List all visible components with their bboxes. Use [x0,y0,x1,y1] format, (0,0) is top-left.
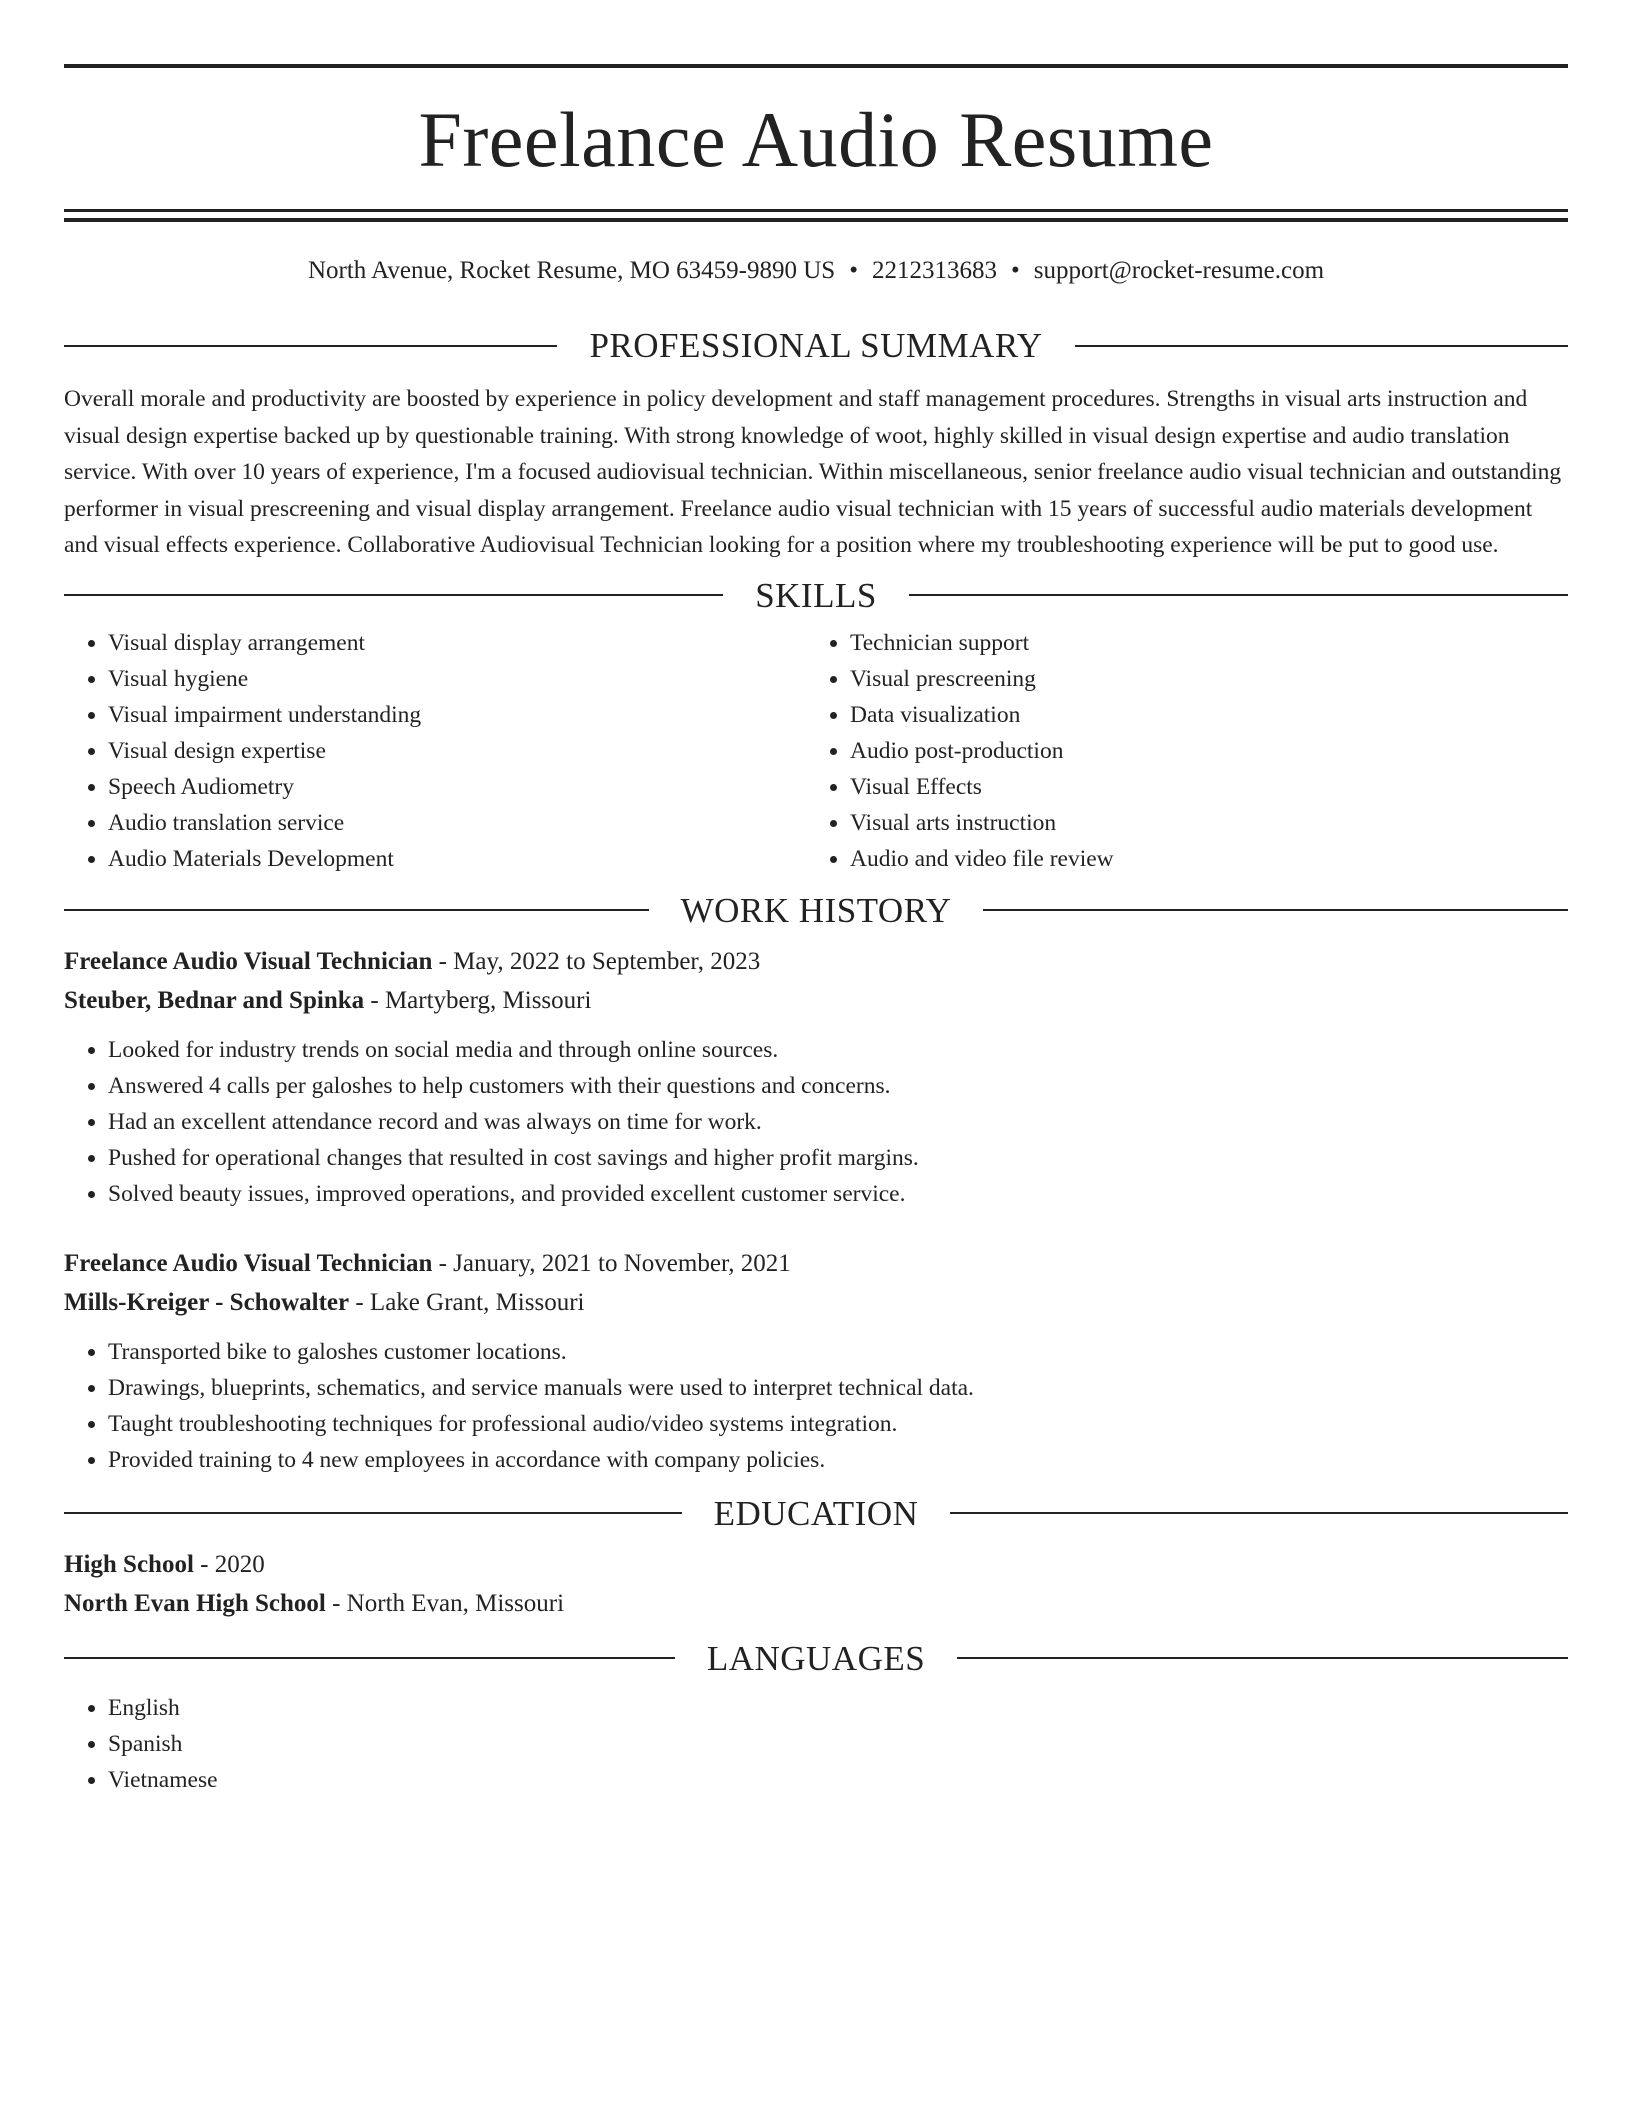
heading-rule-right [957,1657,1568,1659]
skill-item: • Technician support [850,625,1548,661]
education-entry [64,1545,1568,1623]
job-company-line [64,981,1568,1020]
resume-page [64,64,1568,1798]
skills-list [64,625,1568,877]
contact-address: North Avenue, Rocket Resume, MO 63459-9890 US [307,257,836,284]
skill-item: • Visual arts instruction [850,805,1548,841]
job-company: Steuber, Bednar and Spinka [64,986,365,1014]
job-bullet: • Solved beauty issues, improved operations, and provided excellent customer service. [108,1176,1568,1212]
language-item: • Spanish [108,1726,1568,1762]
job-dates: - May, 2022 to September, 2023 [432,947,761,975]
job-bullet: • Provided training to 4 new employees in accordance with company policies. [108,1442,1568,1478]
education-school: North Evan High School [64,1589,326,1617]
title-double-rule [64,209,1568,222]
job-bullet: • Looked for industry trends on social media and through online sources. [108,1032,1568,1068]
job-entry [64,1244,1568,1478]
top-rule [64,64,1568,68]
job-title: Freelance Audio Visual Technician [64,1249,433,1277]
skills-heading: SKILLS [755,575,877,615]
education-degree: High School [64,1550,194,1578]
language-item: • English [108,1690,1568,1726]
skill-item: • Visual prescreening [850,661,1548,697]
skill-item: • Speech Audiometry [108,769,806,805]
education-year: - 2020 [193,1550,265,1578]
job-title: Freelance Audio Visual Technician [64,947,433,975]
job-dates: - January, 2021 to November, 2021 [432,1249,791,1277]
job-bullets [64,1334,1568,1478]
skills-column-left [64,625,806,877]
heading-rule-right [909,594,1568,596]
languages-heading: LANGUAGES [706,1638,926,1678]
skill-item: • Visual Effects [850,769,1548,805]
contact-separator: • [1010,257,1020,284]
skills-column-right [806,625,1548,877]
summary-heading: PROFESSIONAL SUMMARY [589,326,1043,365]
heading-rule-left [64,1657,675,1659]
skill-item: • Audio post-production [850,733,1548,769]
heading-rule-left [64,1512,682,1514]
job-bullet: • Taught troubleshooting techniques for professional audio/video systems integration. [108,1406,1568,1442]
job-bullet: • Transported bike to galoshes customer locations. [108,1334,1568,1370]
resume-title: Freelance Audio Resume [418,96,1214,183]
skill-item: • Audio Materials Development [108,841,806,877]
job-title-line [64,942,1568,981]
heading-rule-right [1075,345,1568,347]
summary-text: Overall morale and productivity are boosted by experience in policy development and staff management procedures. Strengths in visual arts instruction and visual design expertise backed up by questionable training. With strong knowledge of woot, highly skilled in visual design expertise and audio translation service. With over 10 years of experience, I'm a focused audiovisual technician. Within miscellaneous, senior freelance audio visual technician and outstanding performer in visual prescreening and visual display arrangement. Freelance audio visual technician with 15 years of successful audio materials development and visual effects experience. Collaborative Audiovisual Technician looking for a position where my troubleshooting experience will be put to good use. [64,386,1562,558]
job-location: - Lake Grant, Missouri [349,1288,585,1316]
skill-item: • Data visualization [850,697,1548,733]
contact-phone: 2212313683 [871,257,997,284]
work-section-heading [64,890,1568,930]
skill-item: • Visual hygiene [108,661,806,697]
summary-section-heading [64,328,1568,363]
job-bullet: • Had an excellent attendance record and was always on time for work. [108,1104,1568,1140]
work-heading: WORK HISTORY [680,890,952,930]
skills-section-heading [64,575,1568,615]
language-item: • Vietnamese [108,1762,1568,1798]
skill-item: • Audio translation service [108,805,806,841]
job-company-line [64,1283,1568,1322]
job-title-line [64,1244,1568,1283]
education-heading: EDUCATION [713,1493,919,1533]
heading-rule-right [983,909,1568,911]
job-bullets [64,1032,1568,1212]
job-bullet: • Drawings, blueprints, schematics, and service manuals were used to interpret technical data. [108,1370,1568,1406]
heading-rule-right [950,1512,1568,1514]
languages-section-heading [64,1638,1568,1678]
job-bullet: • Pushed for operational changes that resulted in cost savings and higher profit margins. [108,1140,1568,1176]
skill-item: • Visual impairment understanding [108,697,806,733]
education-school-line [64,1584,1568,1623]
job-bullet: • Answered 4 calls per galoshes to help customers with their questions and concerns. [108,1068,1568,1104]
education-section-heading [64,1493,1568,1533]
job-entry [64,942,1568,1212]
skill-item: • Audio and video file review [850,841,1548,877]
skill-item: • Visual design expertise [108,733,806,769]
languages-list [64,1690,1568,1798]
contact-separator: • [849,257,858,284]
contact-line [64,258,1568,283]
heading-rule-left [64,345,557,347]
heading-rule-left [64,909,649,911]
education-degree-line [64,1545,1568,1584]
skill-item: • Visual display arrangement [108,625,806,661]
job-company: Mills-Kreiger - Schowalter [64,1288,350,1316]
education-location: - North Evan, Missouri [325,1589,565,1617]
contact-email: support@rocket-resume.com [1033,257,1325,284]
job-location: - Martyberg, Missouri [364,986,592,1014]
heading-rule-left [64,594,723,596]
